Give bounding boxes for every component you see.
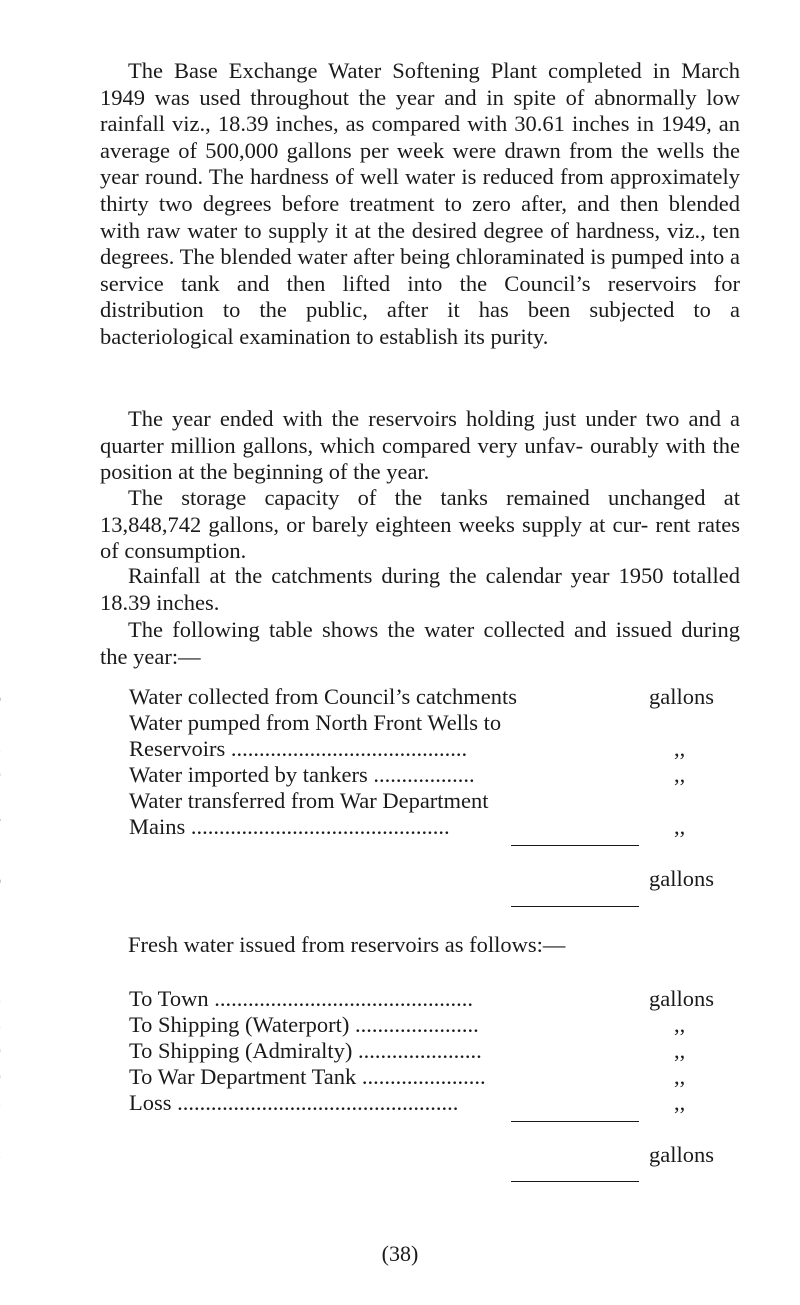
row-label: Water transferred from War Department	[129, 788, 489, 813]
row-unit: ,,	[674, 736, 686, 761]
row-label: To Town ..............................................	[129, 986, 473, 1011]
row-label: Water imported by tankers ..................	[129, 762, 475, 787]
paragraph-water-softening: The Base Exchange Water Softening Plant completed in March 1949 was used throughout the year and in spite of abnormally low rainfall viz., 18.39 inches, as compared with 30.61 inches in 1949, an average of 500,000 gallons per week were drawn from the wells the year round. The hardness of well water is reduced from approximately thirty two degrees before treatment to zero after, and then blended with raw water to supply it at the desired degree of hardness, viz., ten degrees. The blended water after being chloraminated is pumped into a service tank and then lifted into the Council’s reservoirs for distribution to the public, after it has been subjected to a bacteriological examination to establish its purity.	[100, 58, 740, 349]
subtotal-rule	[511, 845, 639, 846]
row-unit: gallons	[649, 684, 714, 709]
paragraph-table-intro: The following table shows the water collected and issued during the year:—	[100, 617, 740, 669]
row-label: Water collected from Council’s catchments	[129, 684, 518, 709]
row-unit: ,,	[674, 762, 686, 787]
row-label: Mains ..............................................	[129, 814, 450, 839]
row-unit: ,,	[674, 1090, 686, 1115]
row-unit: ,,	[674, 814, 686, 839]
row-amount	[0, 683, 1, 710]
total-rule	[511, 1181, 639, 1182]
paragraph-issued-intro: Fresh water issued from reservoirs as follows:—	[128, 932, 566, 957]
row-unit: ,,	[674, 1038, 686, 1063]
row-label: To War Department Tank ......................	[129, 1064, 486, 1089]
paragraph-storage-capacity: The storage capacity of the tanks remained unchanged at 13,848,742 gallons, or barely eighteen weeks supply at cur- rent rates of consumption.	[100, 485, 740, 564]
page-number: (38)	[381, 1241, 419, 1266]
total-rule	[511, 906, 639, 907]
row-amount	[0, 813, 1, 840]
row-amount	[0, 1089, 1, 1116]
row-amount	[0, 761, 1, 788]
row-label: Loss ..................................................	[129, 1090, 459, 1115]
row-amount	[0, 1037, 1, 1064]
total-amount	[0, 1141, 1, 1168]
row-label: Water pumped from North Front Wells to	[129, 710, 502, 735]
subtotal-rule	[511, 1121, 639, 1122]
total-unit: gallons	[649, 1142, 714, 1167]
row-unit: gallons	[649, 986, 714, 1011]
total-unit: gallons	[649, 866, 714, 891]
total-amount	[0, 865, 1, 892]
paragraph-year-ended: The year ended with the reservoirs holding just under two and a quarter million gallons, which compared very unfav- ourably with the position at the beginning of the year.	[100, 406, 740, 485]
row-amount	[0, 1063, 1, 1090]
row-label: Reservoirs ..........................................	[129, 736, 468, 761]
row-amount	[0, 985, 1, 1012]
row-amount	[0, 1011, 1, 1038]
paragraph-rainfall: Rainfall at the catchments during the calendar year 1950 totalled 18.39 inches.	[100, 563, 740, 615]
row-label: To Shipping (Waterport) ......................	[129, 1012, 479, 1037]
row-label: To Shipping (Admiralty) ......................	[129, 1038, 482, 1063]
row-unit: ,,	[674, 1012, 686, 1037]
row-amount	[0, 735, 1, 762]
row-unit: ,,	[674, 1064, 686, 1089]
